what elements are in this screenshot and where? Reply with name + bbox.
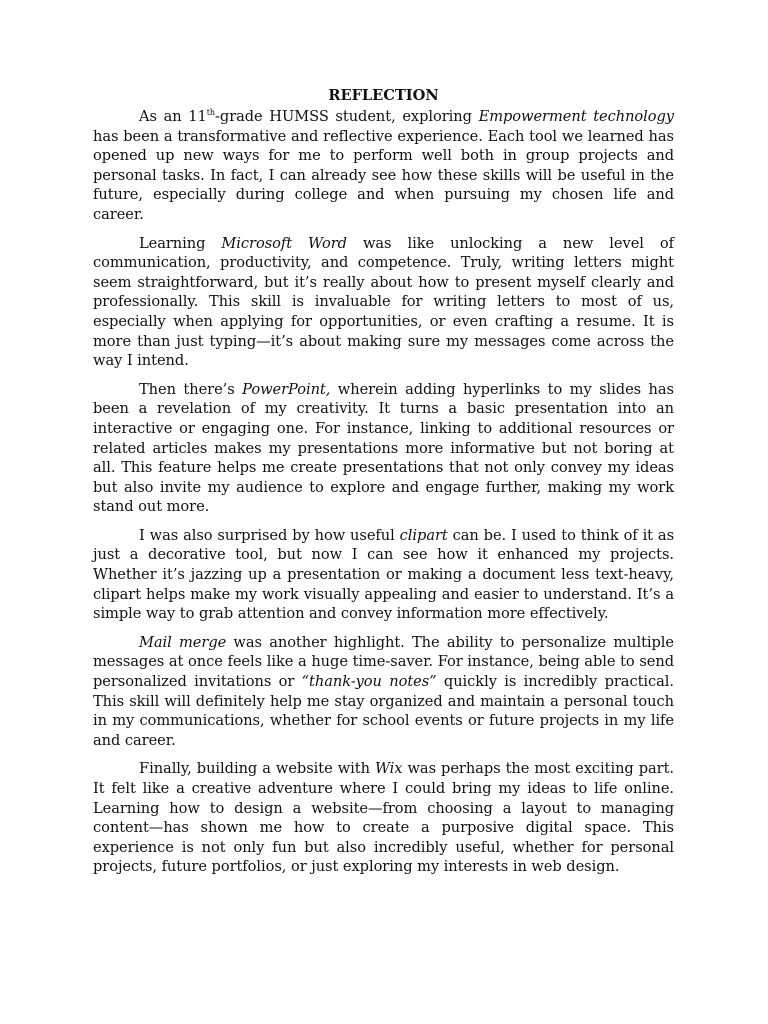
body-text: was another highlight. The ability to personalize multiple messages at once feels like a huge time-saver. For instance, being able to send personalized invitations or	[93, 633, 674, 691]
document-title: REFLECTION	[328, 87, 439, 104]
body-text: quickly is incredibly practical. This skill will definitely help me stay organized and maintain a personal touch in my communications, whether for school events or future projects in my life and career.	[93, 673, 674, 749]
paragraph-3	[93, 380, 674, 517]
paragraph-4	[93, 526, 674, 624]
body-text: Then there’s	[139, 380, 243, 398]
italic-text: Wix	[374, 760, 403, 778]
italic-text: Empowerment technology	[478, 108, 674, 125]
italic-text: clipart	[399, 526, 448, 544]
paragraph-1	[93, 107, 674, 225]
document-page	[93, 86, 674, 877]
paragraph-6	[93, 759, 674, 877]
body-text: I was also surprised by how useful	[139, 526, 400, 544]
italic-text: PowerPoint,	[242, 380, 331, 398]
italic-text: Mail merge	[139, 633, 227, 651]
body-text: was perhaps the most exciting part. It felt like a creative adventure where I could bring my ideas to life online. Learning how to design a website—from choosing a layout to managing content—has shown me how to create a purposive digital space. This experience is not only fun but also incredibly useful, whether for personal projects, future portfolios, or just exploring my interests in web design.	[93, 760, 675, 876]
paragraph-5	[93, 633, 674, 751]
superscript-text: th	[206, 108, 216, 117]
body-text: wherein adding hyperlinks to my slides has been a revelation of my creativity. It turns a basic presentation into an interactive or engaging one. For instance, linking to additional resources or related articles makes my presentations more informative but not boring at all. This feature helps me create presentations that not only convey my ideas but also invite my audience to explore and engage further, making my work stand out more.	[93, 380, 674, 516]
italic-text: “thank-you notes”	[301, 673, 437, 691]
italic-text: Microsoft Word	[221, 234, 347, 252]
body-text: can be. I used to think of it as just a decorative tool, but now I can see how it enhanced my projects. Whether it’s jazzing up a presentation or making a document less text-heavy, clipart helps make my work visually appealing and easier to understand. It’s a simple way to grab attention and convey information more effectively.	[93, 526, 675, 623]
body-text: -grade HUMSS student, exploring	[215, 108, 479, 125]
body-text: was like unlocking a new level of communication, productivity, and competence. Truly, writing letters might seem straightforward, but it’s really about how to present myself clearly and professionally. This skill is invaluable for writing letters to most of us, especially when applying for opportunities, or even crafting a resume. It is more than just typing—it’s about making sure my messages come across the way I intend.	[93, 234, 674, 370]
body-text: As an 11	[139, 108, 207, 125]
paragraph-2	[93, 234, 674, 371]
body-text: Learning	[139, 234, 222, 252]
body-text: has been a transformative and reflective experience. Each tool we learned has opened up new ways for me to perform well both in group projects and personal tasks. In fact, I can already see how these skills will be useful in the future, especially during college and when pursuing my chosen life and career.	[93, 127, 674, 223]
body-text: Finally, building a website with	[139, 760, 375, 778]
document-body	[93, 107, 674, 877]
